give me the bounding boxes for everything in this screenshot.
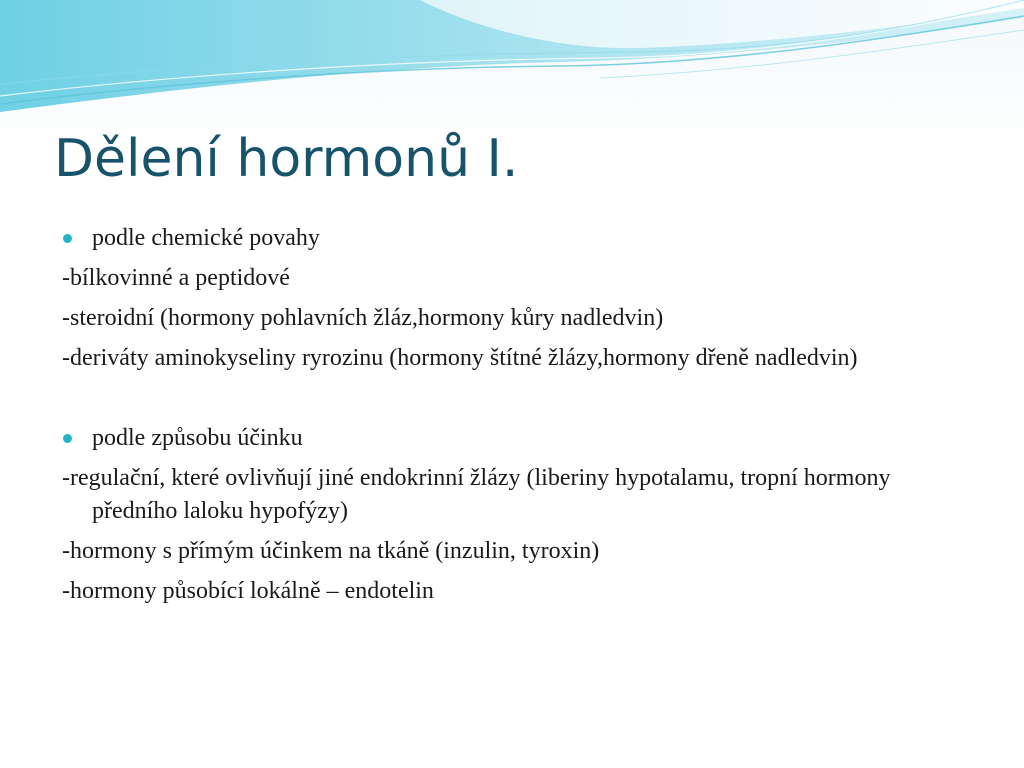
bullet-heading: podle chemické povahy [92, 225, 320, 251]
list-item: -bílkovinné a peptidové [62, 265, 290, 291]
slide-title: Dělení hormonů I. [54, 129, 519, 189]
bullet-item [62, 222, 962, 255]
list-item: -steroidní (hormony pohlavních žláz,hormony kůry nadledvin) [62, 305, 664, 331]
decorative-wave-header [0, 0, 1024, 140]
slide-body [62, 222, 962, 615]
list-item: -hormony s přímým účinkem na tkáně (inzulin, tyroxin) [62, 538, 600, 564]
bullet-heading: podle způsobu účinku [92, 425, 303, 451]
bullet-item [62, 422, 962, 455]
bullet-dot-icon [63, 434, 72, 443]
spacer [62, 382, 962, 415]
bullet-dot-icon [63, 234, 72, 243]
list-item: -deriváty aminokyseliny ryrozinu (hormony štítné žlázy,hormony dřeně nadledvin) [62, 345, 858, 371]
list-item: -regulační, které ovlivňují jiné endokrinní žlázy (liberiny hypotalamu, tropní hormony předního laloku hypofýzy) [62, 465, 909, 524]
list-item: -hormony působící lokálně – endotelin [62, 578, 434, 604]
